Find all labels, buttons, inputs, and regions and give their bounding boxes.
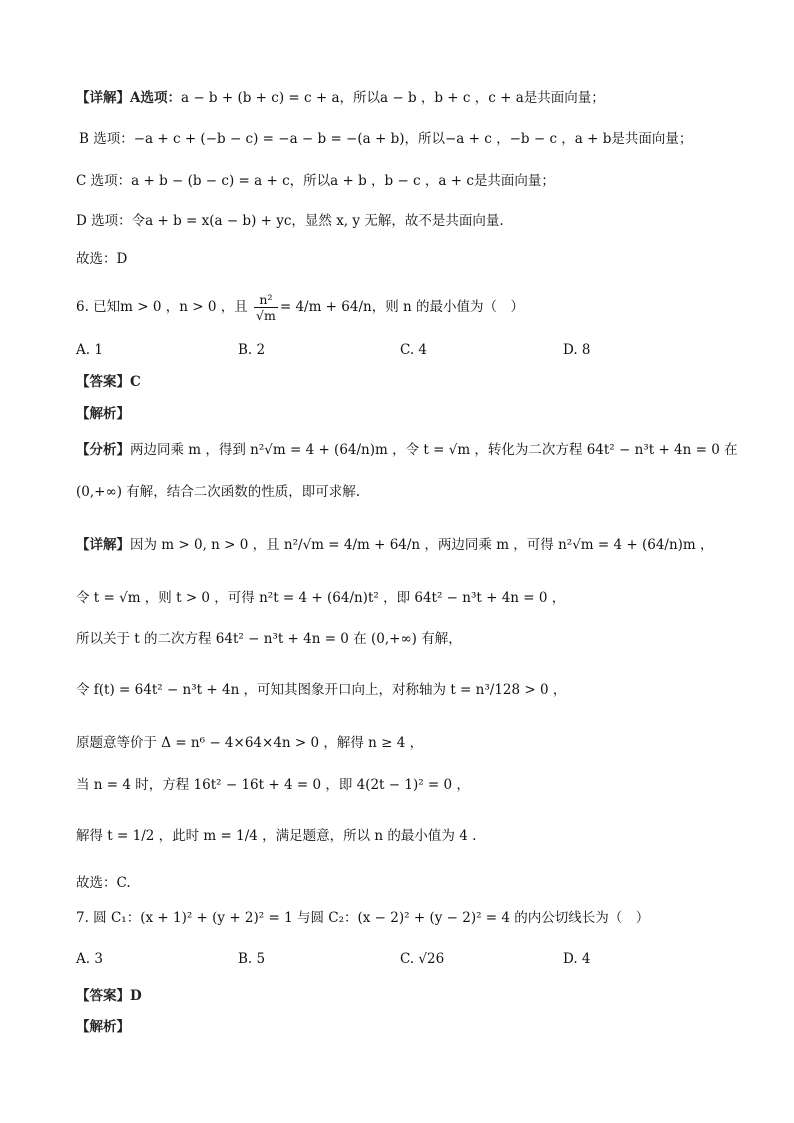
q6-solution-line-1 xyxy=(76,535,714,555)
q6-solution-line-3: 所以关于 t 的二次方程 64t² − n³t + 4n = 0 在 (0,+∞) 有解， xyxy=(76,631,462,647)
detail-c-line xyxy=(76,171,555,191)
detail-a-math: a − b + (b + c) = c + a xyxy=(180,90,340,106)
detail-a-mid: ，所以 xyxy=(339,90,380,106)
q6-option-d: D. 8 xyxy=(563,342,591,358)
q6-solution-line-5: 原题意等价于 Δ = n⁶ − 4×64×4n > 0 ，解得 n ≥ 4 ， xyxy=(76,735,424,751)
q6-tail: ，则 n 的最小值为（ ） xyxy=(371,299,524,315)
detail-c-tail: 是共面向量； xyxy=(473,173,555,189)
detail-d-label: D 选项：令 xyxy=(76,213,146,229)
q6-number: 6. 已知 xyxy=(76,299,121,315)
q6-analysis-label: 【解析】 xyxy=(76,406,130,422)
detail-c-label: C 选项： xyxy=(76,173,132,189)
q6-option-c: C. 4 xyxy=(400,342,428,358)
detail-d-line xyxy=(76,211,504,231)
q6-option-b: B. 2 xyxy=(238,342,266,358)
answer-5: 故选：D xyxy=(76,251,128,267)
detail-c-mid: ，所以 xyxy=(289,173,331,189)
detail-c-math: a + b − (b − c) = a + c xyxy=(131,173,290,189)
q6-frac-den: √m xyxy=(256,308,276,323)
detail-d-math: a + b = x(a − b) + yc xyxy=(145,213,292,229)
q6-solution-line-4: 令 f(t) = 64t² − n³t + 4n ，可知其图象开口向上，对称轴为 t = n³/128 > 0 ， xyxy=(76,682,567,698)
q6-fenxi-line-1 xyxy=(76,440,738,460)
q6-equation: = 4/m + 64/n xyxy=(279,299,372,315)
detail-b-vectors: −a + c ，−b − c ，a + b xyxy=(444,131,612,147)
q7-option-a: A. 3 xyxy=(76,951,103,967)
q6-xiangjie-label: 【详解】 xyxy=(76,537,130,553)
q6-final: 故选：C. xyxy=(76,875,131,891)
detail-a-tail: 是共面向量； xyxy=(523,90,605,106)
detail-b-line xyxy=(79,129,692,149)
q7-option-c: C. √26 xyxy=(400,951,445,967)
q6-solution-line-2: 令 t = √m ，则 t > 0 ，可得 n²t = 4 + (64/n)t² ，即 64t² − n³t + 4n = 0 ， xyxy=(76,590,566,606)
q6-fenxi-label: 【分析】 xyxy=(76,442,130,458)
detail-b-mid: ，所以 xyxy=(404,131,445,147)
q6-solution-line-6: 当 n = 4 时，方程 16t² − 16t + 4 = 0 ，即 4(2t − 1)² = 0 ， xyxy=(76,777,470,793)
q7-stem: 7. 圆 C₁：(x + 1)² + (y + 2)² = 1 与圆 C₂：(x − 2)² + (y − 2)² = 4 的内公切线长为（ ） xyxy=(76,910,650,926)
detail-b-tail: 是共面向量； xyxy=(611,131,693,147)
detail-a-line xyxy=(76,88,605,108)
q7-option-d: D. 4 xyxy=(563,951,591,967)
q6-solution-text-1: 因为 m > 0, n > 0 ，且 n²/√m = 4/m + 64/n ，两边同乘 m ，可得 n²√m = 4 + (64/n)m ， xyxy=(130,537,714,553)
q6-fraction xyxy=(254,292,278,323)
detail-d-tail: ，显然 x, y 无解，故不是共面向量. xyxy=(291,213,504,229)
q6-option-a: A. 1 xyxy=(76,342,103,358)
q7-answer: 【答案】D xyxy=(76,988,142,1004)
q6-fenxi-text-1: 两边同乘 m ，得到 n²√m = 4 + (64/n)m ，令 t = √m ，转化为二次方程 64t² − n³t + 4n = 0 在 xyxy=(130,442,738,458)
detail-a-label: 【详解】A选项： xyxy=(76,90,181,106)
detail-c-vectors: a + b ，b − c ，a + c xyxy=(330,173,474,189)
q6-answer: 【答案】C xyxy=(76,374,141,390)
q6-stem xyxy=(76,290,524,324)
q6-solution-line-7: 解得 t = 1/2 ，此时 m = 1/4 ，满足题意，所以 n 的最小值为 4 . xyxy=(76,828,477,844)
q6-frac-num: n² xyxy=(254,292,278,308)
q7-analysis-label: 【解析】 xyxy=(76,1019,130,1035)
q7-option-b: B. 5 xyxy=(238,951,266,967)
detail-a-vectors: a − b ，b + c ，c + a xyxy=(380,90,524,106)
detail-b-label: B 选项： xyxy=(79,131,134,147)
detail-b-math: −a + c + (−b − c) = −a − b = −(a + b) xyxy=(133,131,405,147)
q6-fenxi-line-2: (0,+∞) 有解，结合二次函数的性质，即可求解. xyxy=(76,484,361,500)
q6-condition: m > 0 ，n > 0 ，且 xyxy=(120,299,248,315)
